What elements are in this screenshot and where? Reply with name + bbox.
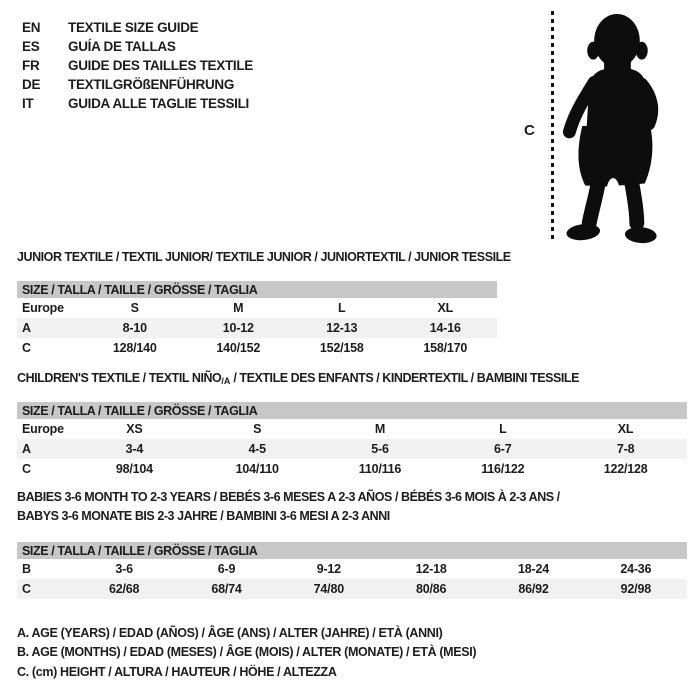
age-cell: 14-16 bbox=[429, 321, 461, 335]
height-measure-label: C bbox=[524, 122, 535, 139]
lang-label: GUIDE DES TAILLES TEXTILE bbox=[68, 58, 254, 73]
height-cell: 80/86 bbox=[416, 582, 447, 596]
children-size-table bbox=[17, 402, 687, 479]
table-row-height bbox=[17, 579, 687, 599]
lang-code: FR bbox=[22, 58, 40, 73]
months-cell: 24-36 bbox=[620, 562, 652, 576]
lang-row-en bbox=[22, 18, 253, 37]
table-row-europe bbox=[17, 419, 687, 439]
size-header-bar: SIZE / TALLA / TAILLE / GRÖSSE / TAGLIA bbox=[17, 281, 497, 298]
table-row-age bbox=[17, 318, 497, 338]
row-label: B bbox=[22, 562, 31, 576]
height-cell: 74/80 bbox=[313, 582, 344, 596]
language-list bbox=[22, 18, 253, 113]
lang-row-it bbox=[22, 94, 253, 113]
months-cell: 9-12 bbox=[316, 562, 341, 576]
row-label: A bbox=[22, 321, 31, 335]
row-label: C bbox=[22, 341, 31, 355]
size-cell: XS bbox=[126, 422, 143, 436]
age-cell: 4-5 bbox=[248, 442, 266, 456]
table-row-height bbox=[17, 338, 497, 358]
height-cell: 62/68 bbox=[109, 582, 140, 596]
size-cell: L bbox=[338, 301, 346, 315]
months-cell: 12-18 bbox=[415, 562, 447, 576]
months-cell: 6-9 bbox=[217, 562, 236, 576]
height-cell: 98/104 bbox=[115, 462, 153, 476]
lang-label: GUIDA ALLE TAGLIE TESSILI bbox=[68, 96, 249, 111]
age-cell: 5-6 bbox=[371, 442, 389, 456]
junior-size-table bbox=[17, 281, 497, 358]
lang-code: IT bbox=[22, 96, 34, 111]
age-cell: 12-13 bbox=[326, 321, 358, 335]
children-section-title bbox=[17, 371, 579, 386]
lang-label: TEXTILGRÖßENFÜHRUNG bbox=[68, 77, 235, 92]
size-cell: M bbox=[233, 301, 244, 315]
lang-row-es bbox=[22, 37, 253, 56]
age-cell: 10-12 bbox=[222, 321, 254, 335]
size-cell: M bbox=[374, 422, 386, 436]
children-title-sub: /A bbox=[221, 376, 231, 386]
height-cell: 92/98 bbox=[620, 582, 651, 596]
lang-row-fr bbox=[22, 56, 253, 75]
size-cell: XL bbox=[437, 301, 454, 315]
size-header-bar: SIZE / TALLA / TAILLE / GRÖSSE / TAGLIA bbox=[17, 542, 687, 559]
legend-line-c: C. (cm) HEIGHT / ALTURA / HAUTEUR / HÖHE / ALTEZZA bbox=[17, 664, 337, 679]
age-cell: 3-4 bbox=[125, 442, 144, 456]
toddler-silhouette-icon bbox=[556, 7, 672, 245]
babies-size-table bbox=[17, 542, 687, 599]
height-cell: 122/128 bbox=[603, 462, 648, 476]
height-cell: 116/122 bbox=[481, 462, 525, 476]
table-row-europe bbox=[17, 298, 497, 318]
row-label: Europe bbox=[22, 422, 64, 436]
legend-line-a: A. AGE (YEARS) / EDAD (AÑOS) / ÂGE (ANS) / ALTER (JAHRE) / ETÀ (ANNI) bbox=[17, 626, 443, 640]
lang-label: GUÍA DE TALLAS bbox=[68, 39, 176, 54]
height-cell: 158/170 bbox=[423, 341, 468, 355]
age-cell: 8-10 bbox=[122, 321, 147, 335]
months-cell: 18-24 bbox=[517, 562, 549, 576]
height-cell: 104/110 bbox=[235, 462, 279, 476]
row-label: C bbox=[22, 582, 31, 596]
children-title-prefix: CHILDREN'S TEXTILE / TEXTIL NIÑO bbox=[17, 371, 222, 385]
lang-label: TEXTILE SIZE GUIDE bbox=[68, 20, 199, 35]
junior-section-title: JUNIOR TEXTILE / TEXTIL JUNIOR/ TEXTILE JUNIOR / JUNIORTEXTIL / JUNIOR TESSILE bbox=[17, 250, 511, 264]
lang-code: EN bbox=[22, 20, 41, 35]
size-header-bar: SIZE / TALLA / TAILLE / GRÖSSE / TAGLIA bbox=[17, 402, 687, 419]
height-cell: 152/158 bbox=[319, 341, 364, 355]
height-cell: 128/140 bbox=[112, 341, 157, 355]
babies-section-title-line1: BABIES 3-6 MONTH TO 2-3 YEARS / BEBÉS 3-6 MESES A 2-3 AÑOS / BÉBÉS 3-6 MOIS À 2-3 ANS / bbox=[17, 490, 560, 504]
height-cell: 68/74 bbox=[211, 582, 242, 596]
children-title-suffix: / TEXTILE DES ENFANTS / KINDERTEXTIL / BAMBINI TESSILE bbox=[230, 371, 579, 385]
row-label: C bbox=[22, 462, 31, 476]
age-cell: 7-8 bbox=[616, 442, 635, 456]
table-row-months bbox=[17, 559, 687, 579]
height-cell: 110/116 bbox=[358, 462, 402, 476]
height-cell: 140/152 bbox=[216, 341, 261, 355]
lang-row-de bbox=[22, 75, 253, 94]
size-cell: S bbox=[253, 422, 262, 436]
lang-code: ES bbox=[22, 39, 40, 54]
legend-line-b: B. AGE (MONTHS) / EDAD (MESES) / ÂGE (MOIS) / ALTER (MONATE) / ETÀ (MESI) bbox=[17, 645, 477, 660]
table-row-age bbox=[17, 439, 687, 459]
height-dashed-line bbox=[551, 11, 554, 242]
height-cell: 86/92 bbox=[518, 582, 549, 596]
size-cell: L bbox=[499, 422, 507, 436]
row-label: Europe bbox=[22, 301, 64, 315]
table-row-height bbox=[17, 459, 687, 479]
legend bbox=[17, 624, 476, 682]
lang-code: DE bbox=[22, 77, 41, 92]
babies-section-title-line2: BABYS 3-6 MONATE BIS 2-3 JAHRE / BAMBINI 3-6 MESI A 2-3 ANNI bbox=[17, 509, 390, 523]
row-label: A bbox=[22, 442, 31, 456]
months-cell: 3-6 bbox=[115, 562, 133, 576]
size-cell: S bbox=[130, 301, 139, 315]
age-cell: 6-7 bbox=[494, 442, 512, 456]
size-cell: XL bbox=[617, 422, 634, 436]
